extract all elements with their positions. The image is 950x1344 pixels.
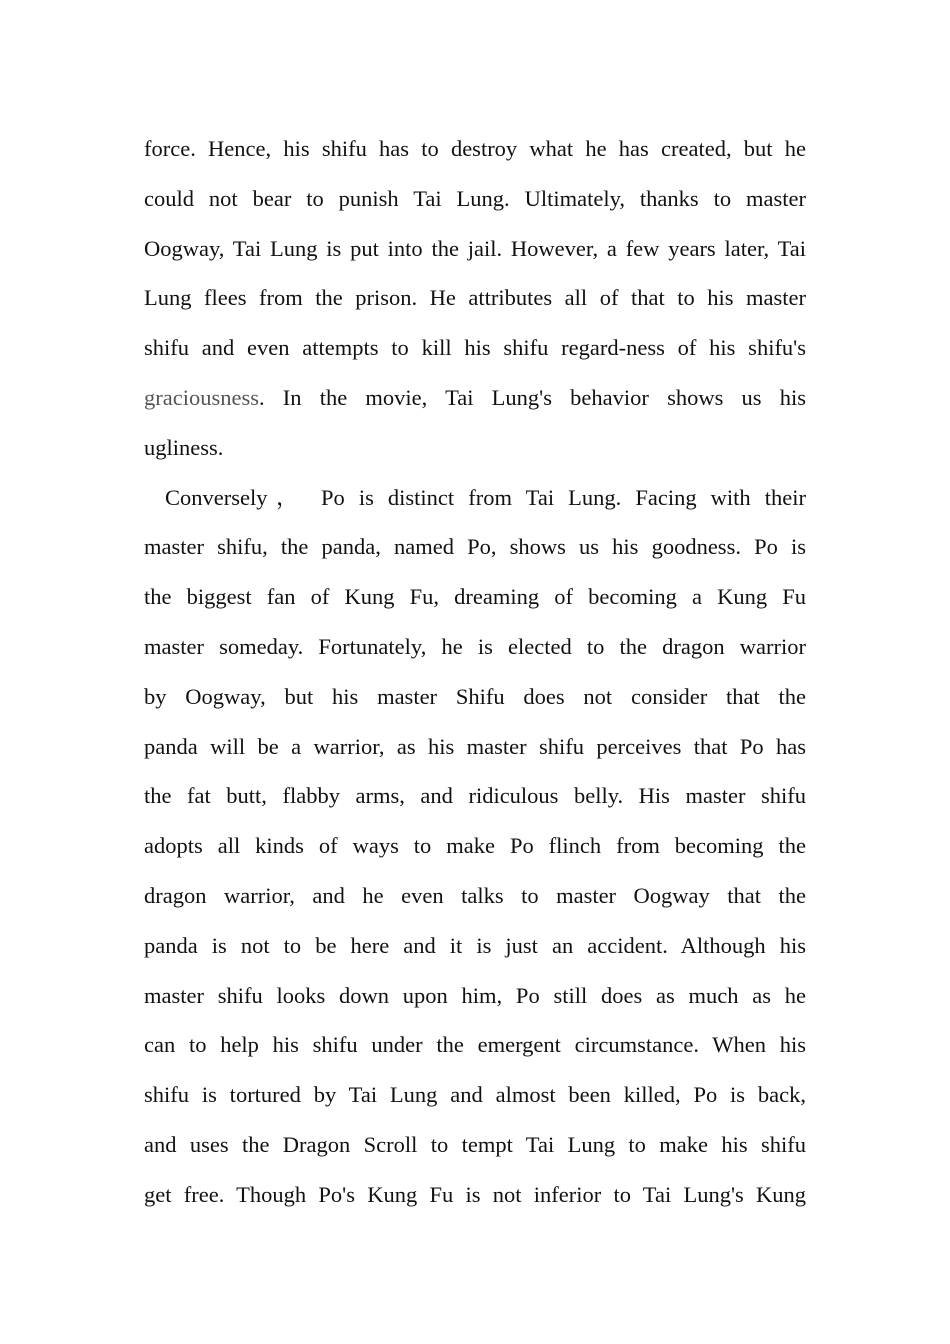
text-line: master someday. Fortunately, he is elected to the dragon warrior [144, 633, 806, 659]
text-line: adopts all kinds of ways to make Po flinch from becoming the [144, 833, 806, 859]
highlighted-word: graciousness [144, 384, 259, 410]
text-line: master shifu looks down upon him, Po still does as much as he [144, 982, 806, 1008]
text-line [144, 373, 806, 423]
text-line: shifu is tortured by Tai Lung and almost been killed, Po is back, [144, 1082, 806, 1108]
text-line: can to help his shifu under the emergent circumstance. When his [144, 1032, 806, 1058]
text-line: dragon warrior, and he even talks to master Oogway that the [144, 882, 806, 908]
text-line: force. Hence, his shifu has to destroy what he has created, but he [144, 136, 806, 161]
text-line: could not bear to punish Tai Lung. Ultimately, thanks to master [144, 185, 806, 211]
text-line: get free. Though Po's Kung Fu is not inferior to Tai Lung's Kung [144, 1181, 806, 1207]
text-line: shifu and even attempts to kill his shifu regard-ness of his shifu's [144, 335, 806, 361]
text-line: master shifu, the panda, named Po, shows us his goodness. Po is [144, 534, 806, 560]
text-line: and uses the Dragon Scroll to tempt Tai Lung to make his shifu [144, 1131, 806, 1157]
text-line: the fat butt, flabby arms, and ridiculous belly. His master shifu [144, 783, 806, 809]
text-line: by Oogway, but his master Shifu does not consider that the [144, 683, 806, 709]
text-line: Conversely， Po is distinct from Tai Lung. Facing with their [165, 484, 806, 510]
text-line: Lung flees from the prison. He attributes all of that to his master [144, 285, 806, 311]
text-line: ugliness. [144, 434, 224, 460]
paragraph-po [144, 473, 806, 1220]
text-line: Oogway, Tai Lung is put into the jail. However, a few years later, Tai [144, 235, 806, 261]
text-line: the biggest fan of Kung Fu, dreaming of becoming a Kung Fu [144, 584, 806, 610]
text-line: panda is not to be here and it is just an accident. Although his [144, 932, 806, 958]
text-line: panda will be a warrior, as his master shifu perceives that Po has [144, 733, 806, 759]
document-page [144, 124, 806, 1220]
paragraph-tai-lung [144, 124, 806, 473]
text-segment: . In the movie, Tai Lung's behavior shows us his [258, 384, 806, 410]
